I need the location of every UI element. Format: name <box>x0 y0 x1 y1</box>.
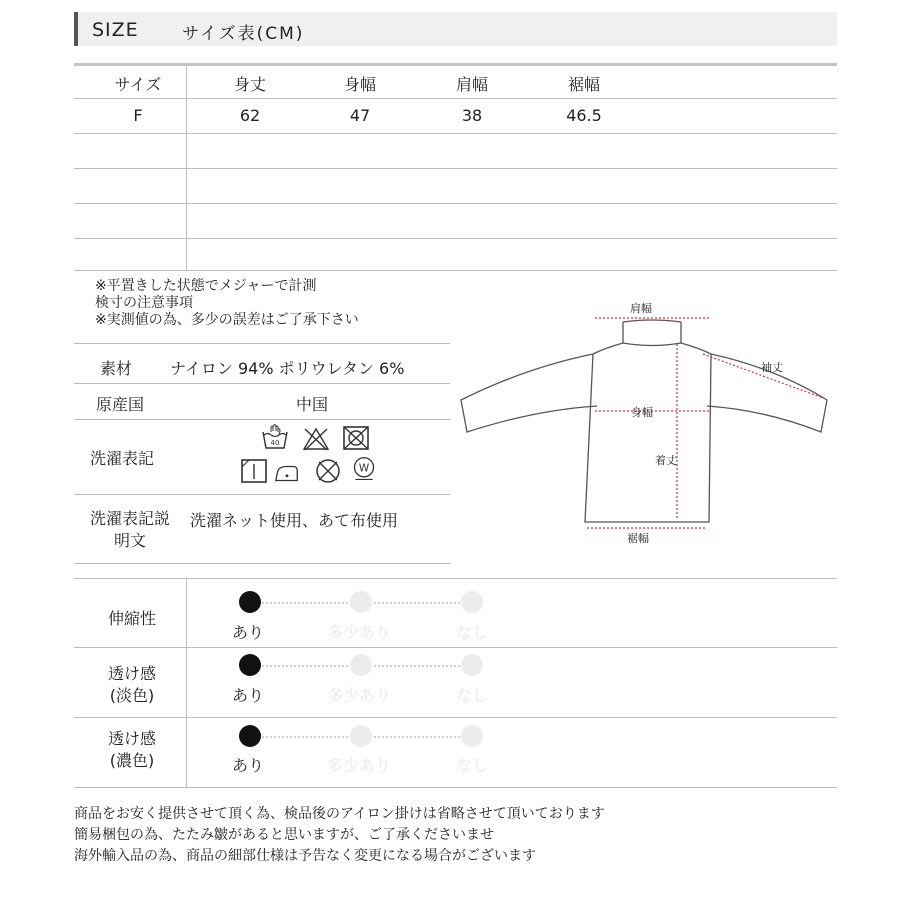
svg-text:40: 40 <box>270 439 280 447</box>
no-dry-clean-icon <box>314 458 342 484</box>
info-rule <box>74 343 450 344</box>
diagram-length-label: 着丈 <box>655 454 677 467</box>
attr-sheer-dark-line2: (濃色) <box>109 751 155 770</box>
diagram-shoulder-label: 肩幅 <box>630 302 652 315</box>
table-rule <box>74 168 837 169</box>
attr-stretch-dot-selected <box>239 591 261 613</box>
note-line: 検寸の注意事項 <box>95 295 193 311</box>
attr-sheer-dark-dot-selected <box>239 725 261 747</box>
attr-sheer-dark-option-selected: あり <box>231 756 264 775</box>
attr-stretch-dot <box>461 591 483 613</box>
table-header-size: サイズ <box>114 75 162 94</box>
table-header-shoulder: 肩幅 <box>455 75 488 94</box>
table-cell-width: 47 <box>349 106 371 125</box>
diagram-sleeve-label: 袖丈 <box>761 361 783 374</box>
info-rule <box>74 563 450 564</box>
note-line: ※実測値の為、多少の誤差はご了承下さい <box>95 312 359 328</box>
attr-rule <box>74 787 837 788</box>
attr-sheer-light-option: なし <box>455 686 488 705</box>
table-cell-size: F <box>133 106 143 125</box>
attr-sheer-dark-option: なし <box>455 756 488 775</box>
care-desc-value: 洗濯ネット使用、あて布使用 <box>190 511 399 530</box>
footer-line: 商品をお安く提供させて頂く為、検品後のアイロン掛けは省略させて頂いております <box>74 806 605 822</box>
attr-sheer-light-label <box>90 663 174 707</box>
attr-stretch-option: 多少あり <box>326 623 391 642</box>
care-desc-label-text: 洗濯表記説明文 <box>89 509 170 550</box>
info-rule <box>74 419 450 420</box>
info-rule <box>74 494 450 495</box>
care-label: 洗濯表記 <box>90 449 155 468</box>
material-label: 素材 <box>100 359 133 378</box>
garment-diagram <box>455 298 835 548</box>
attr-sheer-light-dot <box>461 654 483 676</box>
table-header-hem: 裾幅 <box>567 75 600 94</box>
attr-stretch-label: 伸縮性 <box>107 609 156 628</box>
attr-rule <box>74 578 837 579</box>
table-header-width: 身幅 <box>343 75 376 94</box>
attr-sheer-dark-label <box>90 728 174 772</box>
attr-stretch-option-selected: あり <box>231 623 264 642</box>
svg-text:W: W <box>358 462 370 475</box>
table-rule <box>74 133 837 134</box>
hand-wash-40-icon <box>261 424 289 450</box>
no-bleach-icon <box>302 426 330 452</box>
size-label: SIZE <box>92 19 139 41</box>
attr-stretch-dot <box>350 591 372 613</box>
note-line: ※平置きした状態でメジャーで計測 <box>95 278 317 294</box>
table-cell-length: 62 <box>239 106 261 125</box>
attr-sheer-light-line2: (淡色) <box>109 686 155 705</box>
attr-sheer-dark-dot <box>350 725 372 747</box>
table-top-rule <box>74 63 837 66</box>
footer-line: 海外輸入品の為、商品の細部仕様は予告なく変更になる場合がございます <box>74 848 536 864</box>
size-header <box>74 12 837 46</box>
diagram-hem-label: 裾幅 <box>627 532 649 545</box>
footer-line: 簡易梱包の為、たたみ皺があると思いますが、ご了承くださいませ <box>74 827 494 843</box>
attr-rule <box>74 647 837 648</box>
size-title: サイズ表(CM) <box>182 24 305 44</box>
wet-clean-gentle-icon <box>350 456 378 482</box>
attr-sheer-dark-dot <box>461 725 483 747</box>
attr-sheer-light-dot-selected <box>239 654 261 676</box>
attr-sheer-light-line1: 透け感 <box>107 664 156 683</box>
attr-sheer-light-option-selected: あり <box>231 686 264 705</box>
table-header-length: 身丈 <box>233 75 266 94</box>
table-rule <box>74 238 837 239</box>
table-cell-shoulder: 38 <box>461 106 483 125</box>
material-value: ナイロン 94% ポリウレタン 6% <box>170 359 405 378</box>
origin-label: 原産国 <box>96 395 145 414</box>
table-rule <box>74 270 837 271</box>
attr-sheer-light-option: 多少あり <box>326 686 391 705</box>
info-rule <box>74 383 450 384</box>
drip-dry-shade-icon <box>240 458 268 484</box>
care-desc-label <box>88 508 172 552</box>
diagram-chest-label: 身幅 <box>631 406 653 419</box>
attr-divider <box>186 578 187 787</box>
table-rule <box>74 203 837 204</box>
origin-value: 中国 <box>296 395 329 414</box>
attr-rule <box>74 717 837 718</box>
attr-sheer-light-dot <box>350 654 372 676</box>
attr-stretch-option: なし <box>455 623 488 642</box>
no-tumble-dry-icon <box>342 425 370 451</box>
attr-sheer-dark-option: 多少あり <box>326 756 391 775</box>
table-rule <box>74 98 837 99</box>
iron-low-icon <box>273 460 301 486</box>
table-cell-hem: 46.5 <box>566 106 602 125</box>
footer-notes <box>74 804 605 867</box>
attr-sheer-dark-line1: 透け感 <box>107 729 156 748</box>
table-divider <box>186 65 187 270</box>
measurement-notes <box>95 278 359 329</box>
